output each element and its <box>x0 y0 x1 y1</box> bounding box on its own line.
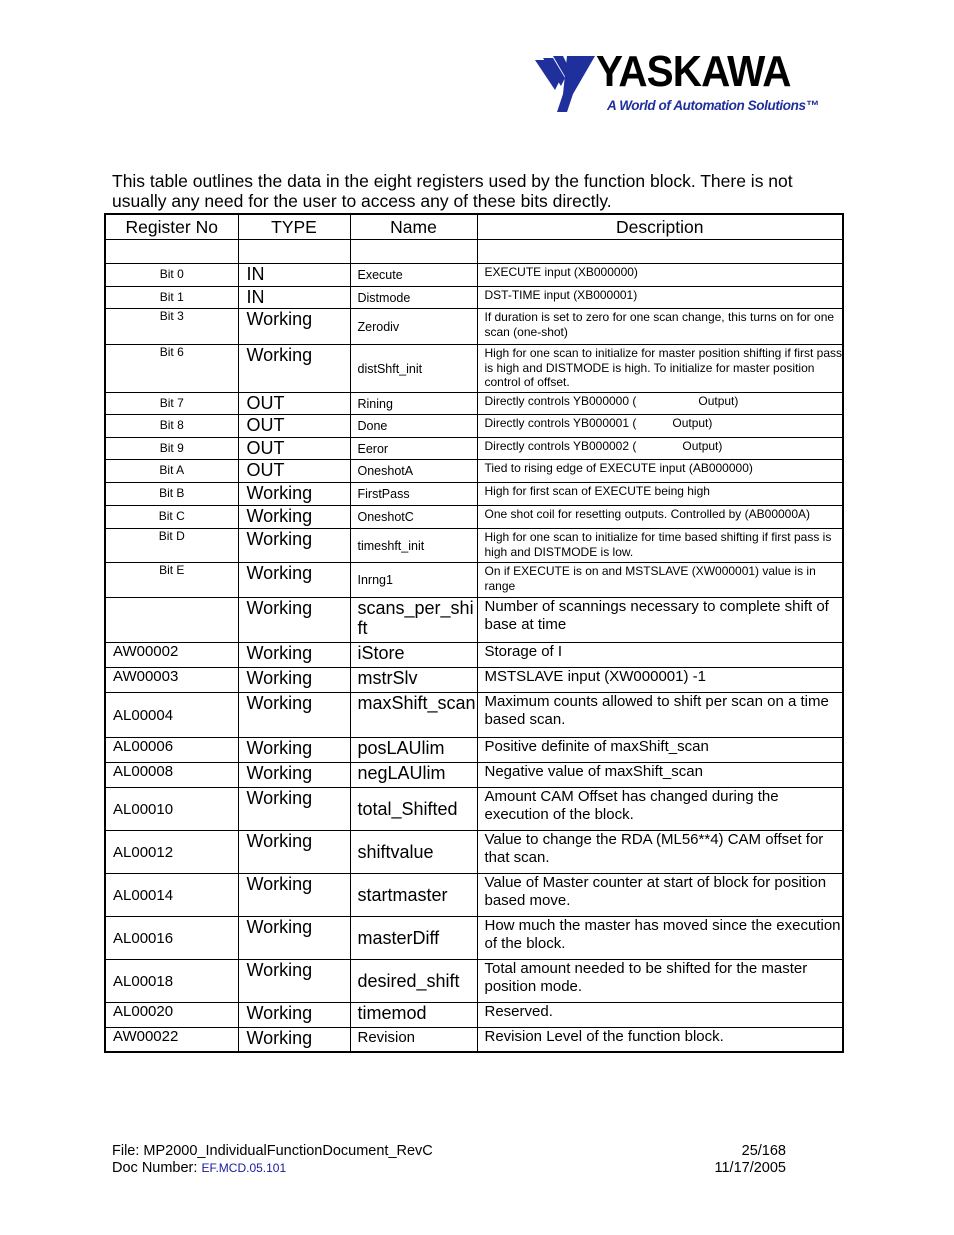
footer-date: 11/17/2005 <box>714 1160 786 1176</box>
cell-register: AL00014 <box>105 874 238 917</box>
table-row <box>105 1003 843 1028</box>
footer-doc-number <box>112 1160 286 1177</box>
cell-name: Done <box>350 415 477 438</box>
brand-tagline: A World of Automation Solutions™ <box>607 98 819 113</box>
cell-type: Working <box>238 960 350 1003</box>
cell-name: mstrSlv <box>350 668 477 693</box>
cell-name: negLAUlim <box>350 763 477 788</box>
cell-register: Bit A <box>105 460 238 483</box>
cell-name: desired_shift <box>350 960 477 1003</box>
cell-register: AL00016 <box>105 917 238 960</box>
table-row <box>105 563 843 598</box>
cell-type: Working <box>238 1028 350 1052</box>
cell-type: Working <box>238 738 350 763</box>
cell-name: startmaster <box>350 874 477 917</box>
cell-name: scans_per_shift <box>350 598 477 643</box>
footer-file: File: MP2000_IndividualFunctionDocument_RevC <box>112 1143 433 1159</box>
cell-name: Rining <box>350 393 477 415</box>
cell-description: How much the master has moved since the execution of the block. <box>477 917 843 960</box>
table-row <box>105 240 843 264</box>
cell-type: IN <box>238 264 350 287</box>
cell-name: total_Shifted <box>350 788 477 831</box>
cell-description <box>477 240 843 264</box>
cell-register: Bit 3 <box>105 309 238 345</box>
cell-name: shiftvalue <box>350 831 477 874</box>
cell-type: OUT <box>238 460 350 483</box>
header-register-no: Register No <box>105 214 238 240</box>
yaskawa-logo-mark-icon <box>533 54 597 112</box>
cell-name: timemod <box>350 1003 477 1028</box>
cell-type: Working <box>238 763 350 788</box>
table-row <box>105 393 843 415</box>
cell-description: Positive definite of maxShift_scan <box>477 738 843 763</box>
cell-description: Reserved. <box>477 1003 843 1028</box>
table-row <box>105 668 843 693</box>
cell-type: Working <box>238 831 350 874</box>
cell-type: Working <box>238 693 350 738</box>
cell-name: OneshotA <box>350 460 477 483</box>
cell-description: Tied to rising edge of EXECUTE input (AB000000) <box>477 460 843 483</box>
cell-register: AL00018 <box>105 960 238 1003</box>
cell-register: Bit E <box>105 563 238 598</box>
cell-description: High for one scan to initialize for master position shifting if first pass is high and DISTMODE is high. To initialize for master position control of offset. <box>477 345 843 393</box>
cell-type: OUT <box>238 438 350 460</box>
cell-register: AW00022 <box>105 1028 238 1052</box>
cell-type: Working <box>238 917 350 960</box>
cell-description: Negative value of maxShift_scan <box>477 763 843 788</box>
page-footer <box>112 1143 786 1177</box>
table-row <box>105 788 843 831</box>
cell-description: Storage of I <box>477 643 843 668</box>
table-row <box>105 643 843 668</box>
cell-register <box>105 598 238 643</box>
cell-name: Revision <box>350 1028 477 1052</box>
cell-type: Working <box>238 506 350 529</box>
cell-name: Distmode <box>350 287 477 309</box>
table-row <box>105 763 843 788</box>
cell-type: Working <box>238 874 350 917</box>
table-row <box>105 738 843 763</box>
register-table <box>104 213 844 1053</box>
cell-register: AL00020 <box>105 1003 238 1028</box>
header-type: TYPE <box>238 214 350 240</box>
cell-register: Bit C <box>105 506 238 529</box>
cell-register: Bit D <box>105 529 238 563</box>
cell-name <box>350 240 477 264</box>
cell-name: maxShift_scan <box>350 693 477 738</box>
header-name: Name <box>350 214 477 240</box>
intro-paragraph: This table outlines the data in the eight registers used by the function block. There is not usually any need for the user to access any of these bits directly. <box>112 171 793 211</box>
cell-name: OneshotC <box>350 506 477 529</box>
cell-register: AL00008 <box>105 763 238 788</box>
cell-name: Inrng1 <box>350 563 477 598</box>
cell-description: Value to change the RDA (ML56**4) CAM offset for that scan. <box>477 831 843 874</box>
cell-register: AL00004 <box>105 693 238 738</box>
cell-register: Bit 9 <box>105 438 238 460</box>
cell-type: Working <box>238 529 350 563</box>
cell-description: One shot coil for resetting outputs. Controlled by (AB00000A) <box>477 506 843 529</box>
cell-type <box>238 240 350 264</box>
table-row <box>105 831 843 874</box>
cell-type: Working <box>238 483 350 506</box>
cell-name: Execute <box>350 264 477 287</box>
cell-name: Zerodiv <box>350 309 477 345</box>
cell-register: Bit 7 <box>105 393 238 415</box>
doc-number-label: Doc Number: <box>112 1160 202 1176</box>
cell-description: If duration is set to zero for one scan change, this turns on for one scan (one-shot) <box>477 309 843 345</box>
table-row <box>105 693 843 738</box>
cell-register: AL00012 <box>105 831 238 874</box>
cell-description: Maximum counts allowed to shift per scan on a time based scan. <box>477 693 843 738</box>
cell-type: Working <box>238 1003 350 1028</box>
cell-type: Working <box>238 788 350 831</box>
cell-description: EXECUTE input (XB000000) <box>477 264 843 287</box>
cell-description: MSTSLAVE input (XW000001) -1 <box>477 668 843 693</box>
footer-page-number: 25/168 <box>741 1143 786 1159</box>
cell-description: Revision Level of the function block. <box>477 1028 843 1052</box>
table-row <box>105 415 843 438</box>
cell-name: FirstPass <box>350 483 477 506</box>
table-header-row <box>105 214 843 240</box>
table-row <box>105 874 843 917</box>
cell-description: Directly controls YB000001 ( Output) <box>477 415 843 438</box>
cell-register: AW00002 <box>105 643 238 668</box>
cell-name: Eeror <box>350 438 477 460</box>
table-row <box>105 345 843 393</box>
cell-type: OUT <box>238 393 350 415</box>
cell-name: iStore <box>350 643 477 668</box>
cell-register: AL00006 <box>105 738 238 763</box>
table-row <box>105 483 843 506</box>
table-row <box>105 264 843 287</box>
cell-description: High for first scan of EXECUTE being high <box>477 483 843 506</box>
cell-type: IN <box>238 287 350 309</box>
cell-description: Number of scannings necessary to complete shift of base at time <box>477 598 843 643</box>
table-row <box>105 1028 843 1052</box>
table-row <box>105 529 843 563</box>
table-row <box>105 309 843 345</box>
cell-description: Total amount needed to be shifted for the master position mode. <box>477 960 843 1003</box>
table-row <box>105 460 843 483</box>
cell-register: Bit 0 <box>105 264 238 287</box>
cell-name: masterDiff <box>350 917 477 960</box>
cell-name: distShft_init <box>350 345 477 393</box>
cell-description: Value of Master counter at start of block for position based move. <box>477 874 843 917</box>
table-row <box>105 438 843 460</box>
cell-register: Bit 6 <box>105 345 238 393</box>
cell-register: Bit B <box>105 483 238 506</box>
cell-description: Directly controls YB000000 ( Output) <box>477 393 843 415</box>
cell-type: Working <box>238 345 350 393</box>
cell-type: Working <box>238 598 350 643</box>
cell-description: High for one scan to initialize for time based shifting if first pass is high and DISTMODE is low. <box>477 529 843 563</box>
brand-name: YASKAWA <box>596 47 791 96</box>
cell-type: Working <box>238 563 350 598</box>
cell-description: Directly controls YB000002 ( Output) <box>477 438 843 460</box>
cell-type: Working <box>238 668 350 693</box>
doc-number-value: EF.MCD.05.101 <box>201 1161 287 1175</box>
table-row <box>105 917 843 960</box>
table-row <box>105 506 843 529</box>
cell-description: On if EXECUTE is on and MSTSLAVE (XW000001) value is in range <box>477 563 843 598</box>
header-description: Description <box>477 214 843 240</box>
cell-register: AW00003 <box>105 668 238 693</box>
cell-register: Bit 8 <box>105 415 238 438</box>
cell-type: OUT <box>238 415 350 438</box>
cell-type: Working <box>238 643 350 668</box>
cell-name: timeshft_init <box>350 529 477 563</box>
table-row <box>105 287 843 309</box>
cell-name: posLAUlim <box>350 738 477 763</box>
cell-description: DST-TIME input (XB000001) <box>477 287 843 309</box>
table-row <box>105 598 843 643</box>
cell-register: AL00010 <box>105 788 238 831</box>
cell-description: Amount CAM Offset has changed during the execution of the block. <box>477 788 843 831</box>
cell-register: Bit 1 <box>105 287 238 309</box>
table-row <box>105 960 843 1003</box>
cell-register <box>105 240 238 264</box>
cell-type: Working <box>238 309 350 345</box>
